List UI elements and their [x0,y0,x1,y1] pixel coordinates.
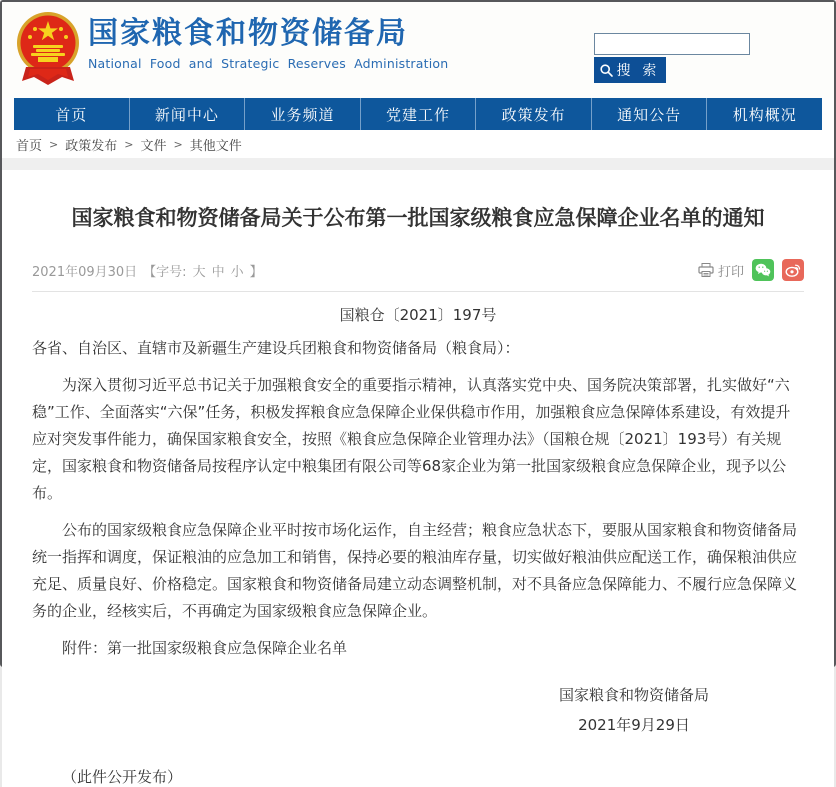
nav-item-about[interactable]: 机构概况 [732,105,797,124]
signature-block [559,680,709,740]
article-title: 国家粮食和物资储备局关于公布第一批国家级粮食应急保障企业名单的通知 [71,206,765,230]
article-date: 2021年09月30日 [32,264,138,280]
print-label: 打印 [717,264,744,280]
section-divider-band [2,158,834,170]
fontsize-label-suffix: 】 [249,264,263,280]
fontsize-small-button[interactable]: 小 [230,264,244,280]
search-button[interactable] [594,57,666,83]
breadcrumb-documents[interactable]: 文件 [140,138,167,154]
article-meta-row [32,255,804,291]
nav-item-home[interactable]: 首页 [14,98,130,130]
nav-item-party[interactable]: 党建工作 [361,98,477,130]
search-input[interactable] [594,33,750,55]
breadcrumb-separator: > [124,137,134,151]
national-emblem-logo [16,11,80,89]
search-area [594,33,754,83]
article-meta-right [698,259,804,281]
breadcrumb-separator: > [173,137,183,151]
search-icon [600,64,613,77]
article-body [32,335,804,662]
print-button[interactable] [698,261,744,280]
signature-agency: 国家粮食和物资储备局 [558,686,709,704]
fontsize-medium-button[interactable]: 中 [211,264,225,280]
nav-item-policy[interactable]: 政策发布 [476,98,592,130]
article-paragraph: 公布的国家级粮食应急保障企业平时按市场化运作，自主经营；粮食应急状态下，要服从国家粮食和物资储备局统一指挥和调度，保证粮油的应急加工和销售，保持必要的粮油库存量，切实做好粮油供应配送工作，确保粮油供应充足、质量良好、价格稳定。国家粮食和物资储备局建立动态调整机制，对不具备应急保障能力、不履行应急保障义务的企业，经核实后，不再确定为国家级粮食应急保障企业。 [32,521,798,620]
public-release-note: （此件公开发布） [62,768,183,786]
site-brand [88,16,448,71]
nav-item-news[interactable]: 新闻中心 [130,98,246,130]
article-content [2,170,834,787]
breadcrumb-policy[interactable]: 政策发布 [65,138,118,154]
breadcrumb-separator: > [49,137,59,151]
signature-date: 2021年9月29日 [578,716,690,734]
site-title-en: National Food and Strategic Reserves Administration [88,56,449,71]
article-paragraph: 为深入贯彻习近平总书记关于加强粮食安全的重要指示精神，认真落实党中央、国务院决策部署，扎实做好“六稳”工作、全面落实“六保”任务，积极发挥粮食应急保障企业保供稳市作用，加强粮食应急保障体系建设，有效提升应对突发事件能力，确保国家粮食安全，按照《粮食应急保障企业管理办法》（国粮仓规〔2021〕193号）有关规定，国家粮食和物资储备局按程序认定中粮集团有限公司等68家企业为第一批国家级粮食应急保障企业，现予以公布。 [32,376,791,502]
wechat-icon [755,263,771,277]
breadcrumb-home[interactable]: 首页 [16,138,43,154]
article-salutation: 各省、自治区、直辖市及新疆生产建设兵团粮食和物资储备局（粮食局）： [32,339,520,357]
nav-item-notices[interactable]: 通知公告 [592,98,708,130]
breadcrumb-other-documents: 其他文件 [189,138,242,154]
search-button-label: 搜 索 [616,62,661,78]
weibo-icon [785,263,801,277]
printer-icon [698,263,714,277]
document-number: 国粮仓〔2021〕197号 [339,306,497,324]
share-weibo-button[interactable] [782,259,804,281]
share-wechat-button[interactable] [752,259,774,281]
site-header [2,2,834,98]
fontsize-large-button[interactable]: 大 [192,264,206,280]
article-meta-left [32,261,263,280]
breadcrumb [2,130,834,158]
article-attachment-line: 附件：第一批国家级粮食应急保障企业名单 [62,639,348,657]
site-title-cn: 国家粮食和物资储备局 [88,16,408,51]
nav-item-business[interactable]: 业务频道 [245,98,361,130]
fontsize-label-prefix: 【字号: [143,264,187,280]
main-nav [14,98,822,130]
